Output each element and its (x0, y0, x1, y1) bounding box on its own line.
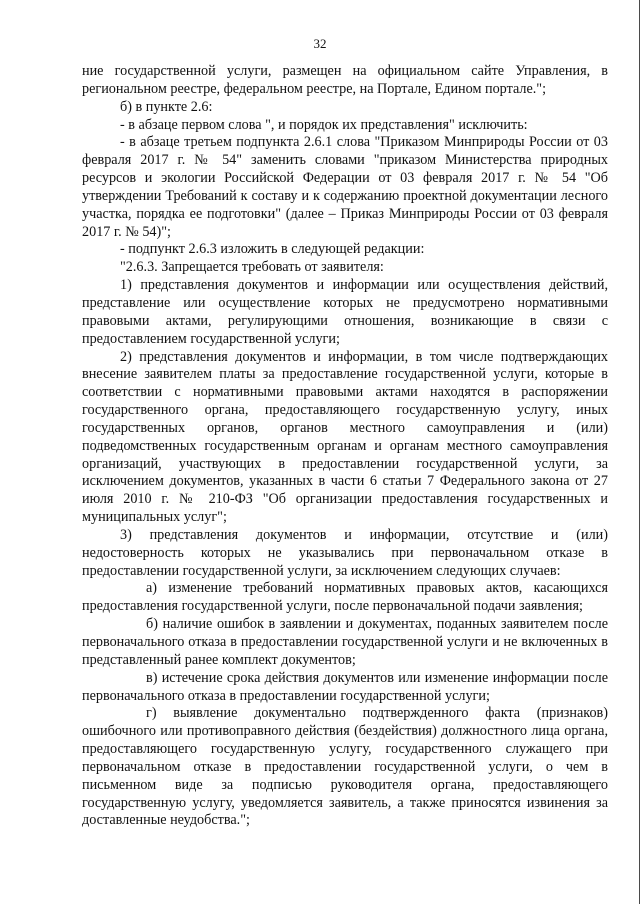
paragraph: "2.6.3. Запрещается требовать от заявителя: (120, 259, 384, 276)
paragraph: б) в пункте 2.6: (120, 98, 213, 115)
paragraph: 3) представления документов и информации, отсутствие и (или) недостоверность которых не указывались при первоначальном отказе в предоставлении государственной услуги, за исключением следующих случаев: (82, 526, 608, 579)
paragraph: 1) представления документов и информации или осуществления действий, представление или осуществление которых не предусмотрено нормативными правовыми актами, регулирующими отношения, возникающие в связи с предоставлением государственной услуги; (82, 277, 608, 347)
paragraph: а) изменение требований нормативных правовых актов, касающихся предоставления государственной услуги, после первоначальной подачи заявления; (82, 580, 608, 615)
paragraph: в) истечение срока действия документов или изменение информации после первоначального отказа в предоставлении государственной услуги; (82, 669, 608, 704)
paragraph: ние государственной услуги, размещен на официальном сайте Управления, в региональном реестре, федеральном реестре, на Портале, Едином портале."; (82, 63, 608, 97)
paragraph: - в абзаце первом слова ", и порядок их представления" исключить: (120, 116, 528, 133)
paragraph: 2) представления документов и информации, в том числе подтверждающих внесение заявителем платы за предоставление государственной услуги, которые в соответствии с нормативными правовыми актами находятся в распоряжении государственного органа, предоставляющего государственную услугу, иных государственных органов, органов местного самоуправления и (или) подведомственных государственным органам и органам местного самоуправления организаций, участвующих в предоставлении государственной услуги, за исключением документов, указанных в части 6 статьи 7 Федерального закона от 27 июля 2010 г. № 210-ФЗ "Об организации предоставления государственных и муниципальных услуг"; (82, 348, 608, 526)
paragraph: б) наличие ошибок в заявлении и документах, поданных заявителем после первоначального отказа в предоставлении государственной услуги и не включенных в представленный ранее комплект документов; (82, 616, 608, 668)
paragraph: г) выявление документально подтвержденного факта (признаков) ошибочного или противоправного действия (бездействия) должностного лица органа, предоставляющего государственную услугу, государственного служащего при первоначальном отказе в предоставлении государственной услуги, о чем в письменном виде за подписью руководителя органа, предоставляющего государственную услугу, уведомляется заявитель, а также приносятся извинения за доставленные неудобства."; (82, 705, 608, 829)
page-number: 32 (313, 36, 327, 51)
paragraph: - в абзаце третьем подпункта 2.6.1 слова "Приказом Минприроды России от 03 февраля 2017 г. № 54" заменить словами "приказом Министерства природных ресурсов и экологии Российской Федерации от 03 февраля 2017 г. № 54 "Об утверждении Требований к составу и к содержанию проектной документации лесного участка, порядка ее подготовки" (далее – Приказ Минприроды России от 03 февраля 2017 г. № 54)"; (82, 134, 608, 240)
document-body (82, 63, 608, 830)
paragraph: - подпункт 2.6.3 изложить в следующей редакции: (120, 241, 425, 258)
